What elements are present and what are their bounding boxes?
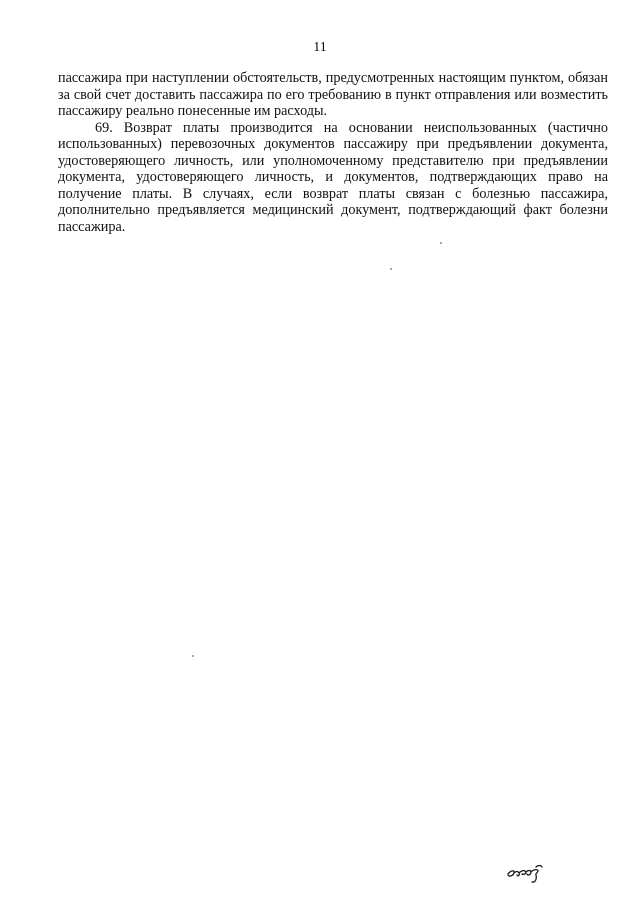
scan-speck bbox=[192, 655, 194, 657]
paragraph-69: 69. Возврат платы производится на основании неиспользованных (частично использованных) перевозочных документов пассажиру при предъявлении документа, удостоверяющего личность, или уполномоченному представителю при предъявлении документа, удостоверяющего личность, и документов, подтверждающих право на получение платы. В случаях, если возврат платы связан с болезнью пассажира, дополнительно предъявляется медицинский документ, подтверждающий факт болезни пассажира. bbox=[58, 119, 608, 235]
paragraph-continued: пассажира при наступлении обстоятельств, предусмотренных настоящим пунктом, обязан за свой счет доставить пассажира по его требованию в пункт отправления или возместить пассажиру реально понесенные им расходы. bbox=[58, 70, 608, 119]
document-body bbox=[58, 70, 608, 235]
scan-speck bbox=[440, 242, 442, 244]
page-number: 11 bbox=[313, 40, 327, 55]
scan-speck bbox=[390, 268, 392, 270]
handwritten-initials bbox=[505, 858, 553, 884]
